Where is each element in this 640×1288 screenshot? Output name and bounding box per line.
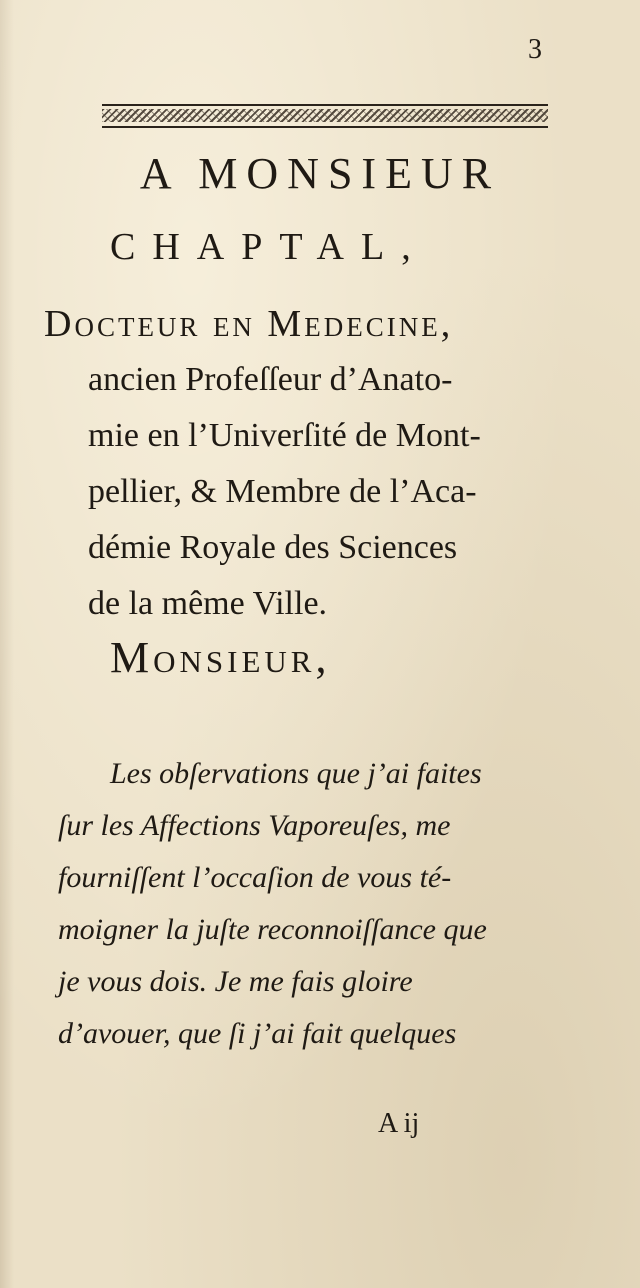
body-line: fourniſſent l’occaſion de vous té- [58,861,452,894]
title-line: ancien Profeſſeur d’Anato- [88,361,453,398]
title-line: mie en l’Univerſité de Mont- [88,417,481,454]
ornament-rule-bottom [102,126,548,128]
dedicatee-name: CHAPTAL, [110,226,428,268]
page-number: 3 [528,34,542,65]
body-line: moigner la juſte reconnoiſſance que [58,913,487,946]
ornament-pattern [102,109,548,122]
dedicatee-titles [44,296,604,632]
title-line: Docteur en Medecine, [44,303,454,345]
ornament-rule-top [102,104,548,106]
body-line: ſur les Affections Vaporeuſes, me [58,809,451,842]
body-line: Les obſervations que j’ai faites [110,757,482,790]
signature-mark: A ij [378,1108,420,1139]
body-line: je vous dois. Je me fais gloire [58,965,413,998]
body-line: d’avouer, que ſi j’ai fait quelques [58,1017,457,1050]
ornamental-header-band [102,104,548,130]
title-line: de la même Ville. [88,585,328,622]
title-line: démie Royale des Sciences [88,529,458,566]
dedication-heading: A MONSIEUR [139,149,501,198]
title-line: pellier, & Membre de l’Aca- [88,473,477,510]
dedication-body [58,748,618,1060]
salutation: Monsieur, [110,633,331,682]
